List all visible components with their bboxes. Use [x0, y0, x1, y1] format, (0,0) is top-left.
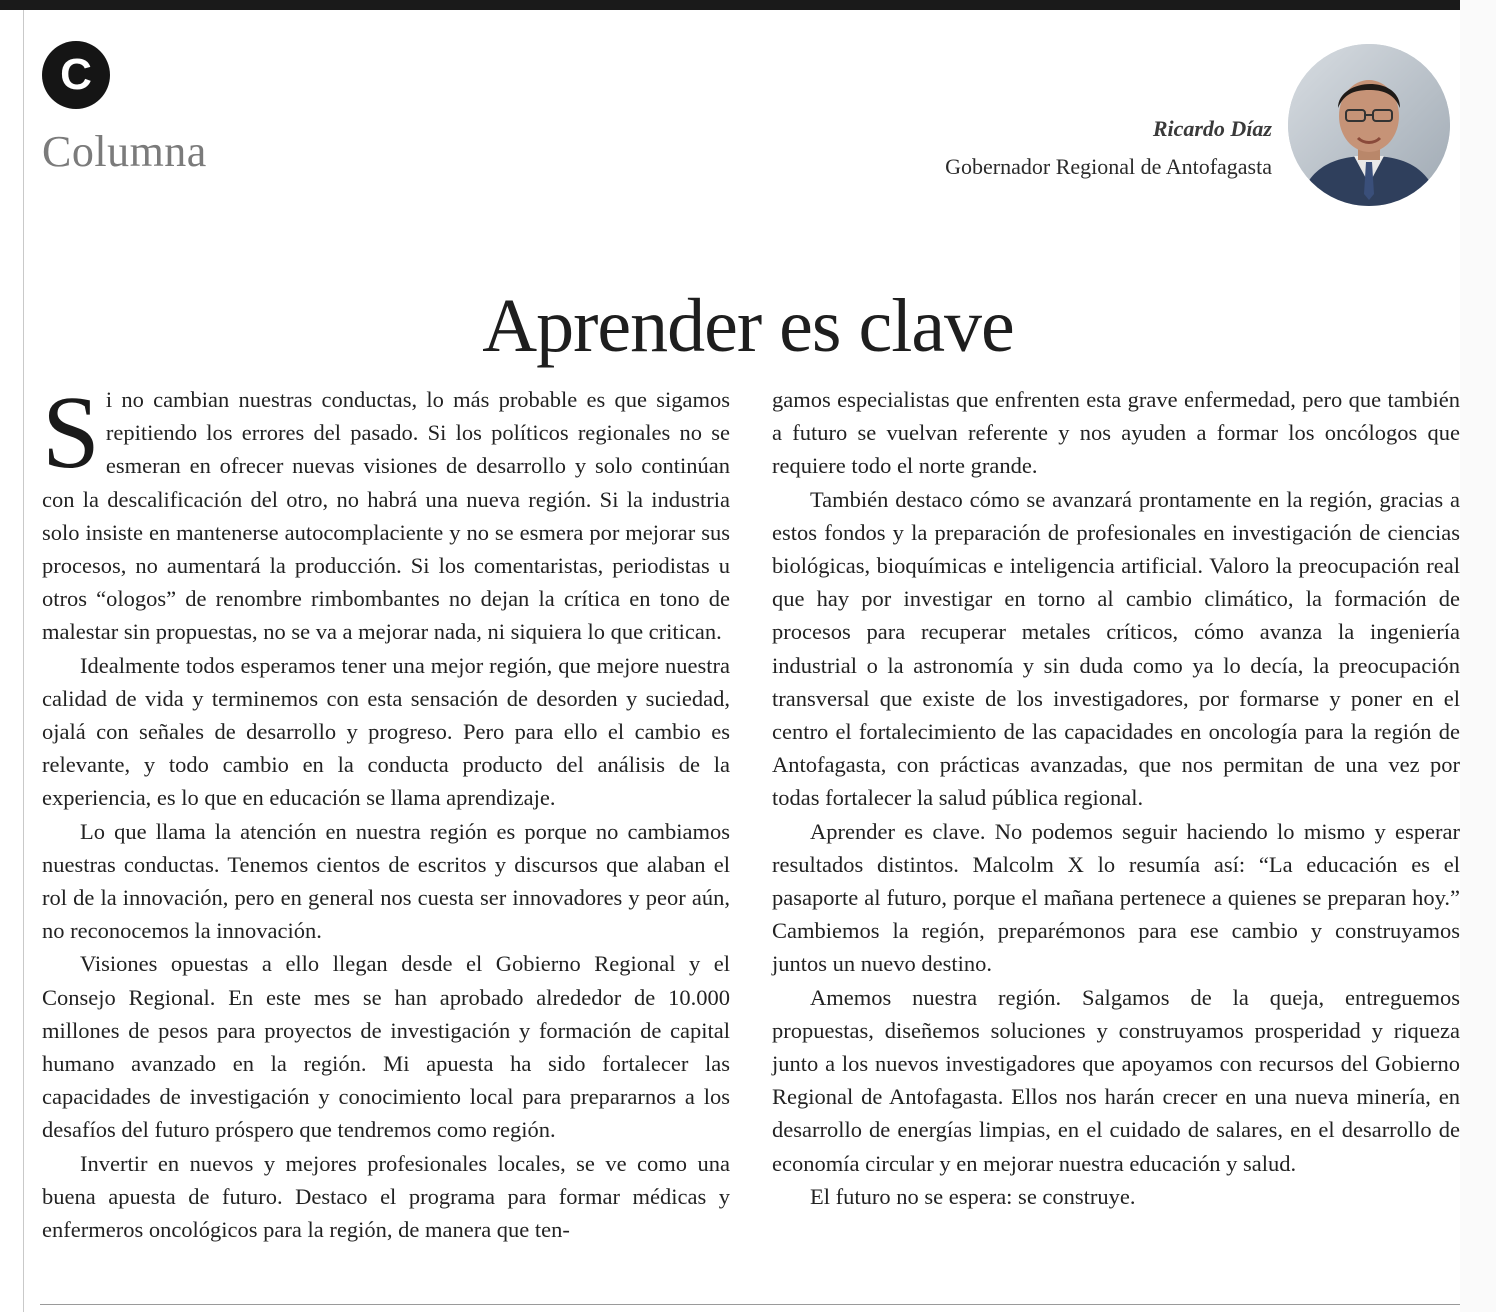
article-closing-line: El futuro no se espera: se construye. — [810, 1183, 1136, 1209]
article-paragraph: Lo que llama la atención en nuestra región es porque no cambiamos nuestras conductas. Tenemos cientos de escritos y discursos que alaban el rol de la innovación, pero en general nos cuesta ser innovadores y peor aún, no reconocemos la innovación. — [42, 818, 730, 944]
page-edge — [1460, 0, 1496, 1312]
article-paragraph: Amemos nuestra región. Salgamos de la queja, entreguemos propuestas, diseñemos soluciones y construyamos prosperidad y riqueza junto a los nuevos investigadores que apoyamos con recursos del Gobierno Regional de Antofagasta. Ellos nos harán crecer en una nueva minería, en desarrollo de energías limpias, en el cuidado de salares, en el desarrollo de economía circular y en mejorar nuestra educación y salud. — [772, 984, 1460, 1176]
article-paragraph — [42, 375, 730, 649]
article-column-left — [42, 375, 730, 1246]
author-name: Ricardo Díaz — [1152, 116, 1272, 141]
article-paragraph: Aprender es clave. No podemos seguir haciendo lo mismo y esperar resultados distintos. Malcolm X lo resumía así: “La educación es el pasaporte al futuro, porque el mañana pertenece a quienes se preparan hoy.” Cambiemos la región, preparémonos para ese cambio y construyamos juntos un nuevo destino. — [772, 818, 1460, 977]
author-byline — [945, 116, 1272, 180]
article-paragraph: Visiones opuestas a ello llegan desde el Gobierno Regional y el Consejo Regional. En este mes se han aprobado alrededor de 10.000 millones de pesos para proyectos de investigación y formación de capital humano avanzado en la región. Mi apuesta ha sido fortalecer las capacidades de investigación y conocimiento local para prepararnos a los desafíos del futuro próspero que tendremos como región. — [42, 951, 730, 1143]
author-photo — [1288, 44, 1450, 206]
author-role: Gobernador Regional de Antofagasta — [945, 154, 1272, 179]
author-portrait-icon — [1288, 44, 1450, 206]
left-rule — [23, 10, 24, 1312]
article-paragraph: Idealmente todos esperamos tener una mejor región, que mejore nuestra calidad de vida y terminemos con esta sensación de desorden y suciedad, ojalá con señales de desarrollo y progreso. Pero para ello el cambio es relevante, y todo cambio en la conducta producto del análisis de la experiencia, es lo que en educación se llama aprendizaje. — [42, 652, 730, 811]
bottom-rule — [40, 1304, 1460, 1305]
headline: Aprender es clave — [482, 283, 1014, 368]
section-badge: C — [42, 41, 110, 109]
section-label: Columna — [42, 127, 207, 176]
top-bar — [0, 0, 1460, 10]
article-paragraph: gamos especialistas que enfrenten esta grave enfermedad, pero que también a futuro se vuelvan referente y nos ayuden a formar los oncólogos que requiere todo el norte grande. — [772, 387, 1460, 479]
article-paragraph: Invertir en nuevos y mejores profesionales locales, se ve como una buena apuesta de futuro. Destaco el programa para formar médicas y enfermeros oncológicos para la región, de manera que ten- — [42, 1150, 730, 1243]
drop-cap: S — [42, 375, 100, 490]
paragraph-text: i no cambian nuestras conductas, lo más probable es que sigamos repitiendo los errores del pasado. Si los políticos regionales no se esmeran en ofrecer nuevas visiones de desarrollo y solo continúan con la descalificación del otro, no habrá una nueva región. Si la industria solo insiste en mantenerse autocomplaciente y no se esmera por mejorar sus procesos, no aumentará la producción. Si los comentaristas, periodistas u otros “ologos” de renombre rimbombantes no dejan la crítica en tono de malestar sin propuestas, no se va a mejorar nada, ni siquiera lo que critican. — [42, 387, 730, 645]
article-column-right — [772, 383, 1460, 1213]
article-paragraph: También destaco cómo se avanzará prontamente en la región, gracias a estos fondos y la preparación de profesionales en investigación de ciencias biológicas, bioquímicas e inteligencia artificial. Valoro la preocupación real que hay por investigar en torno al cambio climático, la formación de procesos para recuperar metales críticos, cómo avanza la ingeniería industrial o la astronomía y sin duda como ya lo decía, la preocupación transversal que existe de los investigadores, por formarse y poner en el centro el fortalecimiento de las capacidades en oncología para la región de Antofagasta, con prácticas avanzadas, que nos permitan de una vez por todas fortalecer la salud pública regional. — [772, 486, 1460, 811]
